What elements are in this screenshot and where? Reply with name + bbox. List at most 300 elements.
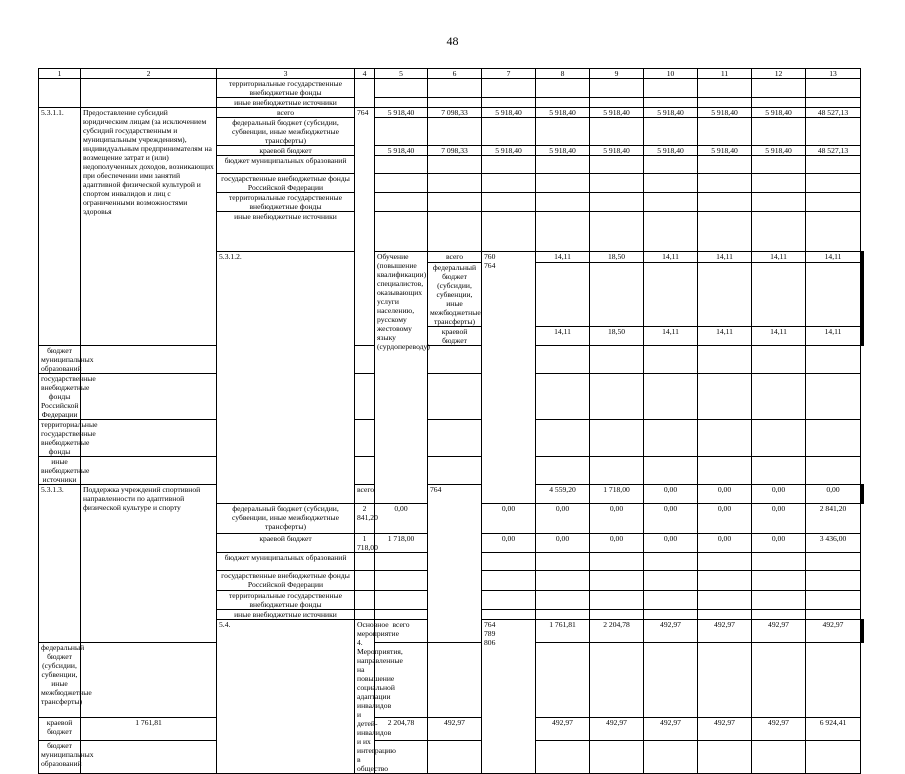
value-cell xyxy=(536,263,590,327)
column-header: 4 xyxy=(355,69,375,79)
value-cell xyxy=(863,252,864,263)
value-cell xyxy=(375,571,428,591)
value-cell: 1 718,00 xyxy=(375,534,428,553)
item-description-cell xyxy=(81,79,217,108)
value-cell xyxy=(644,553,698,571)
value-cell xyxy=(482,591,536,610)
value-cell: 1 761,81 xyxy=(81,718,217,741)
value-cell: 1 761,81 xyxy=(536,620,590,643)
value-cell xyxy=(644,212,698,252)
value-cell xyxy=(752,374,806,420)
value-cell: 14,11 xyxy=(752,327,806,346)
item-description-cell: Обучение (повышение квалификации) специалистов, оказывающих услуги населению, русскому жестовому языку (сурдопереводу) xyxy=(375,252,428,504)
column-header-row xyxy=(39,69,864,79)
value-cell xyxy=(536,118,590,146)
value-cell xyxy=(355,457,375,485)
column-header: 13 xyxy=(806,69,861,79)
value-cell xyxy=(355,420,375,457)
value-cell xyxy=(752,79,806,98)
value-cell: 4 559,20 xyxy=(536,485,590,504)
column-header: 11 xyxy=(698,69,752,79)
item-number-cell: 5.3.1.2. xyxy=(217,252,355,504)
value-cell xyxy=(590,642,644,718)
value-cell xyxy=(590,553,644,571)
value-cell xyxy=(536,193,590,212)
value-cell xyxy=(536,374,590,420)
value-cell xyxy=(752,610,806,620)
value-cell xyxy=(698,79,752,98)
value-cell: 2 204,78 xyxy=(590,620,644,643)
column-header: 9 xyxy=(590,69,644,79)
value-cell xyxy=(752,263,806,327)
value-cell xyxy=(752,193,806,212)
value-cell xyxy=(375,118,428,146)
item-description-cell: Поддержка учреждений спортивной направленности по адаптивной физической культуре и спорту xyxy=(81,485,217,643)
value-cell xyxy=(698,374,752,420)
table-row xyxy=(39,420,864,457)
funding-source-cell: государственные внебюджетные фонды Российской Федерации xyxy=(217,174,355,193)
value-cell xyxy=(863,327,864,346)
value-cell xyxy=(81,457,217,485)
funding-source-cell: территориальные государственные внебюджетные фонды xyxy=(217,193,355,212)
value-cell xyxy=(536,98,590,108)
value-cell xyxy=(752,591,806,610)
value-cell xyxy=(806,156,861,174)
value-cell xyxy=(644,193,698,212)
funding-source-cell: федеральный бюджет (субсидии, субвенции, иные межбюджетные трансферты) xyxy=(217,118,355,146)
column-header: 1 xyxy=(39,69,81,79)
value-cell: 0,00 xyxy=(590,504,644,534)
value-cell xyxy=(536,642,590,718)
table-row xyxy=(39,346,864,374)
column-header: 8 xyxy=(536,69,590,79)
value-cell: 0,00 xyxy=(644,504,698,534)
funding-source-cell: краевой бюджет xyxy=(39,718,81,741)
value-cell xyxy=(590,374,644,420)
value-cell xyxy=(752,457,806,485)
value-cell xyxy=(806,118,861,146)
item-description-cell: Предоставление субсидий юридическим лицам (за исключением субсидий государственным и муниципальным учреждениям), индивидуальным предпринимателям на возмещение затрат и (или) недополученных доходов, возникающих при обеспечении ими занятий адаптивной физической культурой и спортом инвалидов и лиц с ограниченными возможностями здоровья xyxy=(81,108,217,346)
value-cell xyxy=(752,346,806,374)
table-row xyxy=(39,108,864,118)
value-cell xyxy=(590,457,644,485)
item-number-cell: 5.3.1.1. xyxy=(39,108,81,346)
value-cell xyxy=(482,193,536,212)
table-row xyxy=(39,374,864,420)
value-cell xyxy=(536,610,590,620)
value-cell xyxy=(428,212,482,252)
value-cell: 492,97 xyxy=(752,620,806,643)
value-cell: 492,97 xyxy=(590,718,644,741)
value-cell: 5 918,40 xyxy=(698,146,752,156)
value-cell: 0,00 xyxy=(752,534,806,553)
value-cell: 0,00 xyxy=(752,485,806,504)
value-cell xyxy=(644,118,698,146)
value-cell xyxy=(375,98,428,108)
value-cell: 492,97 xyxy=(644,620,698,643)
value-cell: 2 204,78 xyxy=(375,718,428,741)
value-cell xyxy=(536,591,590,610)
value-cell: 0,00 xyxy=(752,504,806,534)
table-row xyxy=(39,642,864,718)
value-cell xyxy=(644,457,698,485)
value-cell: 2 841,20 xyxy=(806,504,861,534)
value-cell xyxy=(375,212,428,252)
value-cell: 492,97 xyxy=(698,718,752,741)
value-cell xyxy=(806,193,861,212)
column-header: 10 xyxy=(644,69,698,79)
value-cell xyxy=(482,610,536,620)
value-cell xyxy=(355,610,375,620)
value-cell xyxy=(806,98,861,108)
value-cell xyxy=(355,346,375,374)
value-cell xyxy=(590,740,644,773)
funding-source-cell: иные внебюджетные источники xyxy=(39,457,81,485)
value-cell xyxy=(428,79,482,98)
value-cell xyxy=(806,212,861,252)
value-cell xyxy=(644,642,698,718)
code-cell: 764 789 806 xyxy=(482,620,536,774)
value-cell xyxy=(644,156,698,174)
value-cell xyxy=(590,193,644,212)
value-cell: 0,00 xyxy=(482,504,536,534)
value-cell xyxy=(536,346,590,374)
value-cell xyxy=(428,174,482,193)
value-cell xyxy=(806,346,861,374)
value-cell: 5 918,40 xyxy=(482,146,536,156)
value-cell xyxy=(81,642,217,718)
value-cell xyxy=(644,98,698,108)
value-cell xyxy=(698,420,752,457)
table-row xyxy=(39,740,864,773)
code-cell: 764 xyxy=(355,108,375,346)
value-cell: 0,00 xyxy=(536,534,590,553)
value-cell: 1 718,00 xyxy=(590,485,644,504)
value-cell xyxy=(482,553,536,571)
value-cell xyxy=(355,571,375,591)
value-cell: 492,97 xyxy=(806,620,861,643)
value-cell: 492,97 xyxy=(536,718,590,741)
code-cell: 760 764 xyxy=(482,252,536,504)
column-header: 7 xyxy=(482,69,536,79)
value-cell xyxy=(375,79,428,98)
funding-source-cell: всего xyxy=(355,485,375,504)
value-cell xyxy=(806,420,861,457)
value-cell xyxy=(536,212,590,252)
value-cell xyxy=(698,553,752,571)
value-cell xyxy=(698,263,752,327)
value-cell: 5 918,40 xyxy=(536,146,590,156)
value-cell xyxy=(428,98,482,108)
value-cell xyxy=(806,457,861,485)
value-cell xyxy=(698,174,752,193)
value-cell: 0,00 xyxy=(644,485,698,504)
funding-source-cell: краевой бюджет xyxy=(428,327,482,346)
value-cell xyxy=(590,420,644,457)
table-row xyxy=(39,485,864,504)
funding-source-cell: краевой бюджет xyxy=(217,146,355,156)
value-cell: 3 436,00 xyxy=(806,534,861,553)
value-cell: 48 527,13 xyxy=(806,108,861,118)
value-cell xyxy=(644,79,698,98)
value-cell: 5 918,40 xyxy=(644,146,698,156)
value-cell xyxy=(698,156,752,174)
value-cell xyxy=(644,174,698,193)
value-cell: 2 841,20 xyxy=(355,504,375,534)
funding-source-cell: иные внебюджетные источники xyxy=(217,610,355,620)
value-cell: 5 918,40 xyxy=(752,146,806,156)
value-cell xyxy=(428,374,482,420)
value-cell xyxy=(806,263,861,327)
value-cell xyxy=(375,174,428,193)
value-cell xyxy=(590,591,644,610)
value-cell xyxy=(698,610,752,620)
value-cell xyxy=(428,346,482,374)
value-cell: 14,11 xyxy=(806,327,861,346)
value-cell xyxy=(698,98,752,108)
value-cell xyxy=(644,346,698,374)
value-cell xyxy=(482,118,536,146)
table-row xyxy=(39,79,864,98)
page-number: 48 xyxy=(446,34,459,48)
value-cell xyxy=(355,553,375,571)
value-cell: 7 098,33 xyxy=(428,108,482,118)
funding-source-cell: всего xyxy=(375,620,428,643)
value-cell: 492,97 xyxy=(752,718,806,741)
value-cell xyxy=(482,79,536,98)
value-cell: 48 527,13 xyxy=(806,146,861,156)
value-cell xyxy=(375,553,428,571)
value-cell: 0,00 xyxy=(482,534,536,553)
value-cell: 14,11 xyxy=(698,252,752,263)
value-cell xyxy=(752,98,806,108)
value-cell xyxy=(752,212,806,252)
column-header: 5 xyxy=(375,69,428,79)
funding-source-cell: территориальные государственные внебюджетные фонды xyxy=(39,420,81,457)
funding-source-cell: федеральный бюджет (субсидии, субвенции, иные межбюджетные трансферты) xyxy=(39,642,81,718)
funding-source-cell: краевой бюджет xyxy=(217,534,355,553)
value-cell xyxy=(428,193,482,212)
value-cell xyxy=(81,740,217,773)
value-cell xyxy=(698,212,752,252)
value-cell: 14,11 xyxy=(698,327,752,346)
column-header: 12 xyxy=(752,69,806,79)
value-cell: 5 918,40 xyxy=(536,108,590,118)
value-cell: 0,00 xyxy=(644,534,698,553)
column-header: 2 xyxy=(81,69,217,79)
value-cell xyxy=(375,610,428,620)
value-cell xyxy=(698,346,752,374)
value-cell xyxy=(698,642,752,718)
value-cell xyxy=(590,174,644,193)
value-cell xyxy=(482,571,536,591)
value-cell: 14,11 xyxy=(644,327,698,346)
funding-source-cell: всего xyxy=(428,252,482,263)
value-cell xyxy=(698,193,752,212)
value-cell xyxy=(536,571,590,591)
value-cell xyxy=(644,610,698,620)
value-cell xyxy=(752,571,806,591)
table-row xyxy=(39,718,864,741)
value-cell xyxy=(590,156,644,174)
value-cell xyxy=(536,740,590,773)
value-cell xyxy=(590,263,644,327)
value-cell: 14,11 xyxy=(806,252,861,263)
value-cell: 18,50 xyxy=(590,252,644,263)
funding-source-cell: бюджет муниципальных образований xyxy=(217,156,355,174)
value-cell xyxy=(536,156,590,174)
value-cell xyxy=(428,118,482,146)
value-cell: 6 924,41 xyxy=(806,718,861,741)
value-cell: 5 918,40 xyxy=(752,108,806,118)
value-cell xyxy=(375,193,428,212)
value-cell: 14,11 xyxy=(644,252,698,263)
value-cell: 0,00 xyxy=(698,534,752,553)
value-cell xyxy=(428,642,482,718)
value-cell: 5 918,40 xyxy=(644,108,698,118)
value-cell xyxy=(536,553,590,571)
item-number-cell: 5.3.1.3. xyxy=(39,485,81,643)
value-cell xyxy=(355,374,375,420)
value-cell xyxy=(806,740,861,773)
value-cell: 5 918,40 xyxy=(590,146,644,156)
value-cell xyxy=(428,420,482,457)
value-cell xyxy=(806,79,861,98)
value-cell xyxy=(644,591,698,610)
value-cell: 7 098,33 xyxy=(428,146,482,156)
funding-source-cell: территориальные государственные внебюджетные фонды xyxy=(217,79,355,98)
funding-source-cell: бюджет муниципальных образований xyxy=(217,553,355,571)
value-cell: 18,50 xyxy=(590,327,644,346)
value-cell: 0,00 xyxy=(698,504,752,534)
value-cell xyxy=(428,156,482,174)
column-header: 6 xyxy=(428,69,482,79)
value-cell: 0,00 xyxy=(806,485,861,504)
value-cell xyxy=(863,485,864,504)
value-cell xyxy=(482,174,536,193)
item-description-cell: Основное мероприятие 4. Мероприятия, направленные на повышение социальной адаптации инвалидов и детей-инвалидов и их интеграцию в общество xyxy=(355,620,375,774)
value-cell xyxy=(806,174,861,193)
value-cell xyxy=(81,374,217,420)
value-cell xyxy=(752,553,806,571)
value-cell xyxy=(644,420,698,457)
value-cell xyxy=(482,212,536,252)
value-cell xyxy=(752,156,806,174)
value-cell xyxy=(536,420,590,457)
column-header: 3 xyxy=(217,69,355,79)
value-cell xyxy=(590,79,644,98)
value-cell xyxy=(482,156,536,174)
table-body xyxy=(39,79,864,774)
value-cell: 5 918,40 xyxy=(375,108,428,118)
value-cell xyxy=(698,457,752,485)
value-cell: 492,97 xyxy=(644,718,698,741)
item-number-cell xyxy=(39,79,81,108)
value-cell xyxy=(536,174,590,193)
value-cell xyxy=(752,642,806,718)
value-cell xyxy=(806,553,861,571)
value-cell xyxy=(752,740,806,773)
item-number-cell: 5.4. xyxy=(217,620,355,774)
value-cell xyxy=(863,620,864,643)
funding-source-cell: иные внебюджетные источники xyxy=(217,212,355,252)
table-row xyxy=(39,457,864,485)
value-cell xyxy=(698,591,752,610)
funding-source-cell: всего xyxy=(217,108,355,118)
value-cell xyxy=(644,374,698,420)
funding-source-cell: бюджет муниципальных образований xyxy=(39,740,81,773)
value-cell xyxy=(375,156,428,174)
value-cell: 492,97 xyxy=(428,718,482,741)
value-cell: 0,00 xyxy=(375,504,428,534)
value-cell: 1 718,00 xyxy=(355,534,375,553)
value-cell xyxy=(698,571,752,591)
value-cell: 0,00 xyxy=(590,534,644,553)
funding-source-cell: государственные внебюджетные фонды Российской Федерации xyxy=(39,374,81,420)
value-cell: 5 918,40 xyxy=(375,146,428,156)
value-cell xyxy=(536,79,590,98)
value-cell xyxy=(482,98,536,108)
value-cell xyxy=(863,263,864,327)
value-cell xyxy=(536,457,590,485)
value-cell xyxy=(806,374,861,420)
value-cell: 5 918,40 xyxy=(698,108,752,118)
value-cell xyxy=(644,571,698,591)
value-cell xyxy=(698,740,752,773)
value-cell xyxy=(806,642,861,718)
value-cell xyxy=(752,174,806,193)
value-cell xyxy=(806,571,861,591)
value-cell xyxy=(590,118,644,146)
value-cell xyxy=(644,263,698,327)
value-cell: 5 918,40 xyxy=(590,108,644,118)
funding-source-cell: бюджет муниципальных образований xyxy=(39,346,81,374)
budget-table xyxy=(38,68,864,774)
funding-source-cell: федеральный бюджет (субсидии, субвенции, иные межбюджетные трансферты) xyxy=(217,504,355,534)
value-cell xyxy=(590,212,644,252)
value-cell xyxy=(375,591,428,610)
funding-source-cell: федеральный бюджет (субсидии, субвенции, иные межбюджетные трансферты) xyxy=(428,263,482,327)
value-cell xyxy=(428,457,482,485)
value-cell: 0,00 xyxy=(536,504,590,534)
funding-source-cell: иные внебюджетные источники xyxy=(217,98,355,108)
value-cell: 492,97 xyxy=(698,620,752,643)
value-cell xyxy=(752,420,806,457)
funding-source-cell: государственные внебюджетные фонды Российской Федерации xyxy=(217,571,355,591)
value-cell xyxy=(428,740,482,773)
value-cell xyxy=(81,420,217,457)
value-cell xyxy=(698,118,752,146)
value-cell: 14,11 xyxy=(752,252,806,263)
value-cell xyxy=(806,610,861,620)
value-cell xyxy=(644,740,698,773)
value-cell xyxy=(590,571,644,591)
value-cell: 14,11 xyxy=(536,327,590,346)
code-cell: 764 xyxy=(428,485,482,643)
value-cell xyxy=(81,346,217,374)
value-cell: 0,00 xyxy=(698,485,752,504)
value-cell xyxy=(590,610,644,620)
value-cell: 5 918,40 xyxy=(482,108,536,118)
value-cell xyxy=(590,98,644,108)
value-cell xyxy=(752,118,806,146)
funding-source-cell: территориальные государственные внебюджетные фонды xyxy=(217,591,355,610)
value-cell: 14,11 xyxy=(536,252,590,263)
value-cell xyxy=(355,591,375,610)
code-cell xyxy=(355,79,375,108)
value-cell xyxy=(590,346,644,374)
value-cell xyxy=(806,591,861,610)
